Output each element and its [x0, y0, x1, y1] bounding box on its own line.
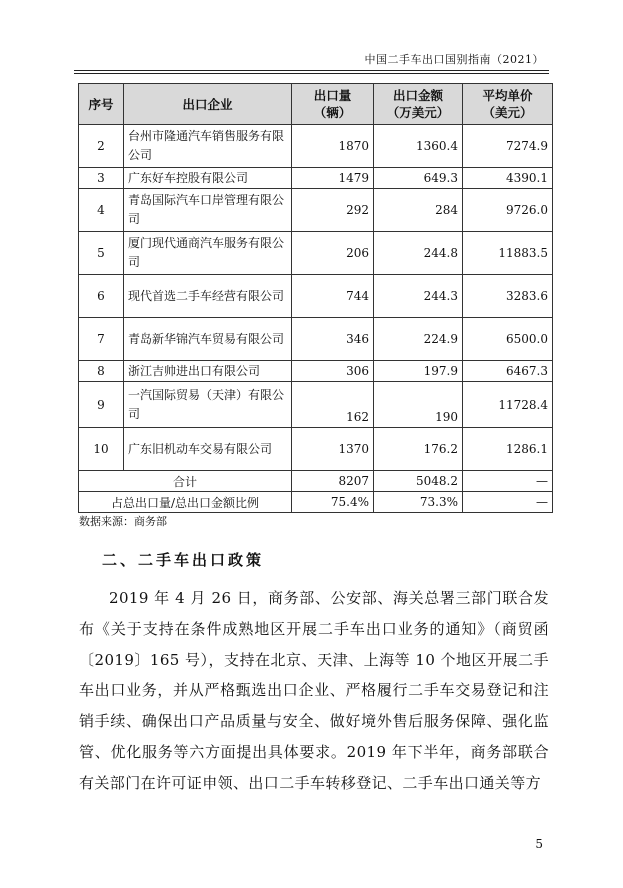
cell-amount: 176.2: [374, 428, 463, 471]
table-row: [79, 232, 553, 275]
section-heading: 二、二手车出口政策: [102, 551, 265, 569]
cell-quantity: 162: [292, 382, 374, 428]
page-number: 5: [535, 837, 543, 851]
cell-quantity: 292: [292, 189, 374, 232]
cell-index: 8: [79, 361, 124, 382]
cell-company: 广东好车控股有限公司: [124, 168, 292, 189]
col-header-amount: 出口金额 （万美元）: [374, 84, 463, 125]
cell-amount: 284: [374, 189, 463, 232]
table-row: [79, 189, 553, 232]
header-rule: [74, 70, 549, 71]
cell-index: 3: [79, 168, 124, 189]
data-source-note: 数据来源：商务部: [79, 515, 167, 528]
cell-unit-price: 7274.9: [463, 125, 553, 168]
cell-unit-price: 4390.1: [463, 168, 553, 189]
header-rule-thin: [74, 73, 549, 74]
cell-amount: 244.8: [374, 232, 463, 275]
cell-unit-price: 1286.1: [463, 428, 553, 471]
cell-company: 青岛国际汽车口岸管理有限公司: [124, 189, 292, 232]
cell-amount: 1360.4: [374, 125, 463, 168]
col-header-unit-price: 平均单价 （美元）: [463, 84, 553, 125]
cell-index: 10: [79, 428, 124, 471]
cell-unit-price: 9726.0: [463, 189, 553, 232]
table-row: [79, 428, 553, 471]
cell-index: 9: [79, 382, 124, 428]
table-row: [79, 361, 553, 382]
running-head: 中国二手车出口国别指南（2021）: [364, 53, 544, 66]
col-header-quantity: 出口量 （辆）: [292, 84, 374, 125]
col-header-index: 序号: [79, 84, 124, 125]
cell-amount: 197.9: [374, 361, 463, 382]
total-label: 合计: [79, 471, 292, 492]
total-quantity: 8207: [292, 471, 374, 492]
cell-quantity: 346: [292, 318, 374, 361]
ratio-amount: 73.3%: [374, 492, 463, 513]
cell-company: 台州市隆通汽车销售服务有限公司: [124, 125, 292, 168]
cell-index: 7: [79, 318, 124, 361]
table-row: [79, 382, 553, 428]
cell-index: 4: [79, 189, 124, 232]
cell-quantity: 306: [292, 361, 374, 382]
cell-quantity: 1370: [292, 428, 374, 471]
cell-amount: 244.3: [374, 275, 463, 318]
total-unit-price: —: [463, 471, 553, 492]
cell-index: 2: [79, 125, 124, 168]
table-row: [79, 318, 553, 361]
cell-amount: 224.9: [374, 318, 463, 361]
cell-unit-price: 11883.5: [463, 232, 553, 275]
cell-unit-price: 6467.3: [463, 361, 553, 382]
cell-quantity: 1479: [292, 168, 374, 189]
cell-company: 厦门现代通商汽车服务有限公司: [124, 232, 292, 275]
ratio-quantity: 75.4%: [292, 492, 374, 513]
total-amount: 5048.2: [374, 471, 463, 492]
table-header-row: [79, 84, 553, 125]
table-ratio-row: [79, 492, 553, 513]
cell-company: 广东旧机动车交易有限公司: [124, 428, 292, 471]
ratio-unit-price: —: [463, 492, 553, 513]
cell-amount: 190: [374, 382, 463, 428]
cell-company: 现代首选二手车经营有限公司: [124, 275, 292, 318]
cell-unit-price: 11728.4: [463, 382, 553, 428]
cell-index: 5: [79, 232, 124, 275]
table-row: [79, 275, 553, 318]
cell-company: 青岛新华锦汽车贸易有限公司: [124, 318, 292, 361]
cell-company: 一汽国际贸易（天津）有限公司: [124, 382, 292, 428]
body-paragraph: 2019 年 4 月 26 日，商务部、公安部、海关总署三部门联合发布《关于支持在条件成熟地区开展二手车出口业务的通知》（商贸函〔2019〕165 号），支持在北京、天津、上海等 10 个地区开展二手车出口业务，并从严格甄选出口企业、严格履行二手车交易登记和注销手续、确保出口产品质量与安全、做好境外售后服务保障、强化监管、优化服务等六方面提出具体要求。2019 年下半年，商务部联合有关部门在许可证申领、出口二手车转移登记、二手车出口通关等方: [79, 589, 549, 792]
cell-amount: 649.3: [374, 168, 463, 189]
cell-quantity: 744: [292, 275, 374, 318]
export-companies-table: [78, 83, 553, 513]
cell-quantity: 1870: [292, 125, 374, 168]
cell-unit-price: 6500.0: [463, 318, 553, 361]
table-row: [79, 125, 553, 168]
cell-company: 浙江吉帅进出口有限公司: [124, 361, 292, 382]
cell-index: 6: [79, 275, 124, 318]
ratio-label: 占总出口量/总出口金额比例: [79, 492, 292, 513]
col-header-company: 出口企业: [124, 84, 292, 125]
table-row: [79, 168, 553, 189]
table-total-row: [79, 471, 553, 492]
cell-quantity: 206: [292, 232, 374, 275]
cell-unit-price: 3283.6: [463, 275, 553, 318]
